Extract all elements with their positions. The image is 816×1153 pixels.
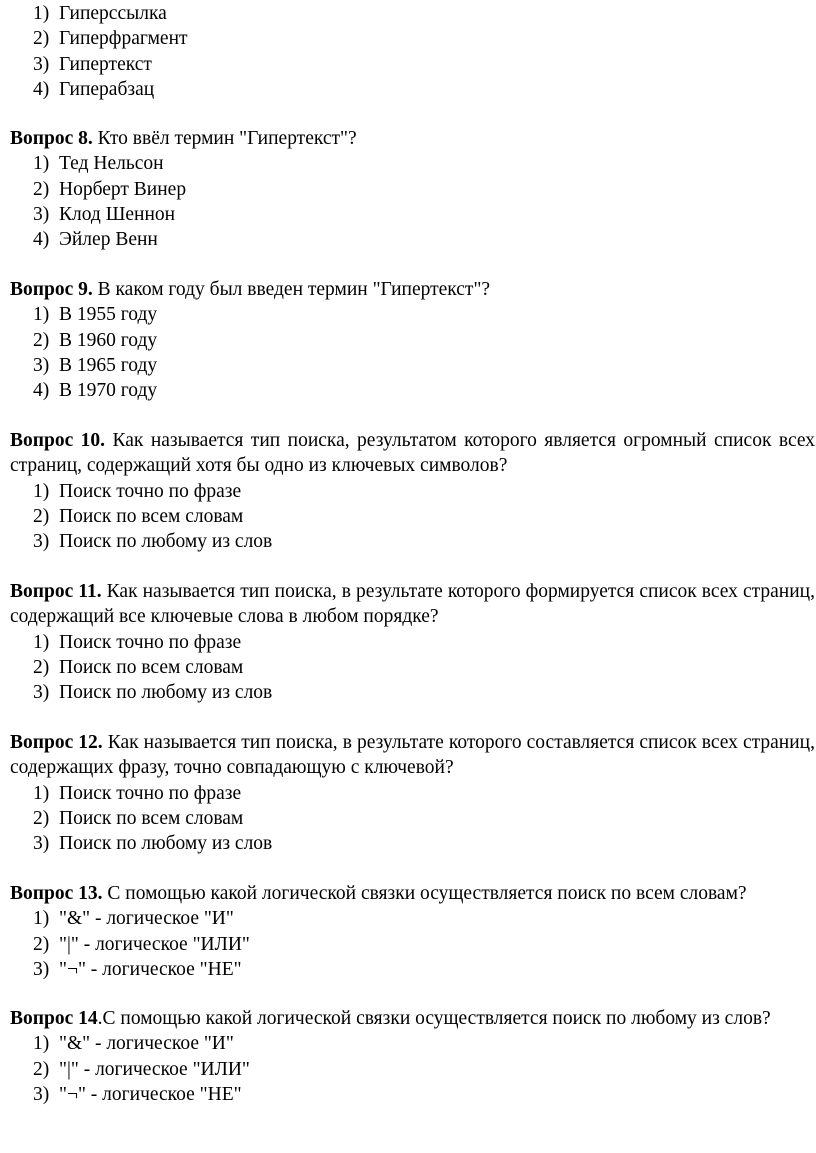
answer-option: 1) Поиск точно по фразе [33, 782, 242, 804]
question-text [10, 579, 815, 630]
question-label: Вопрос 10. [10, 430, 106, 451]
question-10 [10, 428, 815, 554]
answer-option: 3) Клод Шеннон [33, 203, 176, 225]
answer-options [10, 302, 815, 403]
question-text [10, 730, 815, 781]
answer-option: 4) В 1970 году [33, 380, 158, 402]
question-text [10, 428, 815, 479]
answer-option: 1) Поиск точно по фразе [33, 631, 242, 653]
question-label: Вопрос 13. [10, 883, 103, 904]
answer-options [10, 781, 815, 857]
answer-option: 1) В 1955 году [33, 304, 158, 326]
question-body: Кто ввёл термин "Гипертекст"? [92, 128, 357, 149]
question-text [10, 1006, 815, 1031]
answer-option: 1) "&" - логическое "И" [33, 908, 234, 930]
answer-option: 3) Поиск по любому из слов [33, 531, 273, 553]
answer-option: 4) Гиперабзац [33, 78, 155, 100]
answer-option: 2) Гиперфрагмент [33, 28, 188, 50]
answer-option: 2) Поиск по всем словам [33, 656, 244, 678]
answer-option: 2) Норберт Винер [33, 178, 187, 200]
answer-option: 1) Гиперссылка [33, 3, 167, 24]
question-11 [10, 579, 815, 705]
question-text [10, 126, 815, 151]
question-text [10, 277, 815, 302]
question-14 [10, 1006, 815, 1107]
answer-option: 1) "&" - логическое "И" [33, 1033, 234, 1055]
answer-option: 3) Поиск по любому из слов [33, 682, 273, 704]
answer-options [10, 906, 815, 982]
answer-option: 2) "|" - логическое "ИЛИ" [33, 933, 250, 955]
answer-option: 3) Гипертекст [33, 53, 152, 75]
answer-option: 1) Поиск точно по фразе [33, 480, 242, 502]
question-label: Вопрос 9. [10, 279, 93, 300]
answer-option: 2) "|" - логическое "ИЛИ" [33, 1058, 250, 1080]
question-13 [10, 881, 815, 982]
question-9 [10, 277, 815, 403]
question-label: Вопрос 12. [10, 732, 103, 753]
question-body: Как называется тип поиска, результатом которого является огромный список всех страниц, содержащий хотя бы одно из ключевых символов? [10, 430, 815, 477]
question-body: Как называется тип поиска, в результате которого составляется список всех страниц, содержащих фразу, точно совпадающую с ключевой? [10, 732, 815, 779]
answer-options [10, 1031, 815, 1107]
question-12 [10, 730, 815, 856]
question-body: В каком году был введен термин "Гипертекст"? [92, 279, 491, 300]
answer-option: 2) Поиск по всем словам [33, 807, 244, 829]
question-label: Вопрос 14 [10, 1008, 98, 1029]
answer-option: 2) Поиск по всем словам [33, 505, 244, 527]
answer-option: 1) Тед Нельсон [33, 153, 164, 175]
answer-option: 3) В 1965 году [33, 354, 158, 376]
answer-options [10, 1, 815, 102]
question-body: .С помощью какой логической связки осуществляется поиск по любому из слов? [97, 1008, 771, 1029]
answer-options [10, 630, 815, 706]
question-body: Как называется тип поиска, в результате которого формируется список всех страниц, содержащий все ключевые слова в любом порядке? [10, 581, 815, 628]
question-body: С помощью какой логической связки осуществляется поиск по всем словам? [102, 883, 747, 904]
answer-options [10, 479, 815, 555]
answer-option: 2) В 1960 году [33, 329, 158, 351]
answer-options [10, 151, 815, 252]
answer-option: 3) "¬" - логическое "НЕ" [33, 1083, 242, 1105]
answer-option: 4) Эйлер Венн [33, 229, 158, 251]
question-8 [10, 126, 815, 252]
question-text [10, 881, 815, 906]
question-label: Вопрос 11. [10, 581, 102, 602]
question-label: Вопрос 8. [10, 128, 93, 149]
answer-option: 3) Поиск по любому из слов [33, 833, 273, 855]
question-7-continuation [10, 1, 815, 102]
answer-option: 3) "¬" - логическое "НЕ" [33, 958, 242, 980]
